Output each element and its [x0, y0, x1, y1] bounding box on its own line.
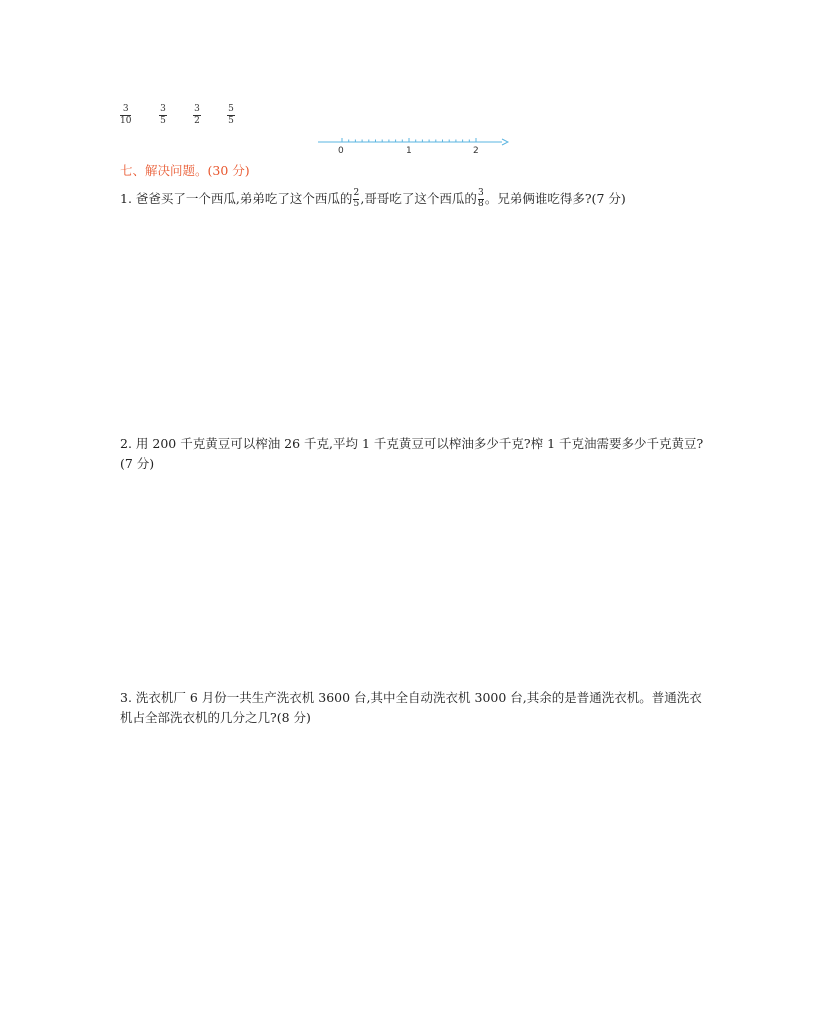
- number-line-label-0: 0: [338, 146, 344, 156]
- denominator: 5: [160, 116, 166, 126]
- number-line-label-2: 2: [473, 146, 479, 156]
- question-1: [120, 189, 710, 210]
- denominator: 8: [477, 198, 484, 209]
- section-title: 七、解决问题。(30 分): [120, 163, 250, 178]
- numerator: 3: [477, 187, 484, 198]
- denominator: 5: [228, 116, 234, 126]
- fraction-3-2: [193, 104, 201, 126]
- denominator: 10: [120, 116, 132, 126]
- numerator: 3: [122, 104, 129, 114]
- number-line-arrow: [502, 139, 508, 145]
- number-line-axis: [318, 136, 510, 148]
- question-1-fraction-2-5: [353, 189, 359, 209]
- number-line: [318, 136, 510, 158]
- number-line-label-1: 1: [406, 146, 412, 156]
- question-1-text-b: ,哥哥吃了这个西瓜的: [360, 191, 477, 206]
- denominator: 5: [353, 198, 360, 209]
- fraction-5-5: [227, 104, 235, 126]
- fraction-3-5: [159, 104, 167, 126]
- numerator: 3: [160, 104, 166, 114]
- numerator: 3: [194, 104, 200, 114]
- numerator: 5: [228, 104, 234, 114]
- denominator: 2: [194, 116, 200, 126]
- question-1-text-a: 1. 爸爸买了一个西瓜,弟弟吃了这个西瓜的: [120, 191, 353, 206]
- question-3: 3. 洗衣机厂 6 月份一共生产洗衣机 3600 台,其中全自动洗衣机 3000 台,其余的是普通洗衣机。普通洗衣机占全部洗衣机的几分之几?(8 分): [120, 690, 702, 725]
- question-1-fraction-3-8: [478, 189, 484, 209]
- question-1-text-c: 。兄弟俩谁吃得多?(7 分): [484, 191, 626, 206]
- question-2: 2. 用 200 千克黄豆可以榨油 26 千克,平均 1 千克黄豆可以榨油多少千克?榨 1 千克油需要多少千克黄豆?(7 分): [120, 436, 704, 471]
- numerator: 2: [353, 187, 360, 198]
- fraction-3-10: [120, 104, 131, 126]
